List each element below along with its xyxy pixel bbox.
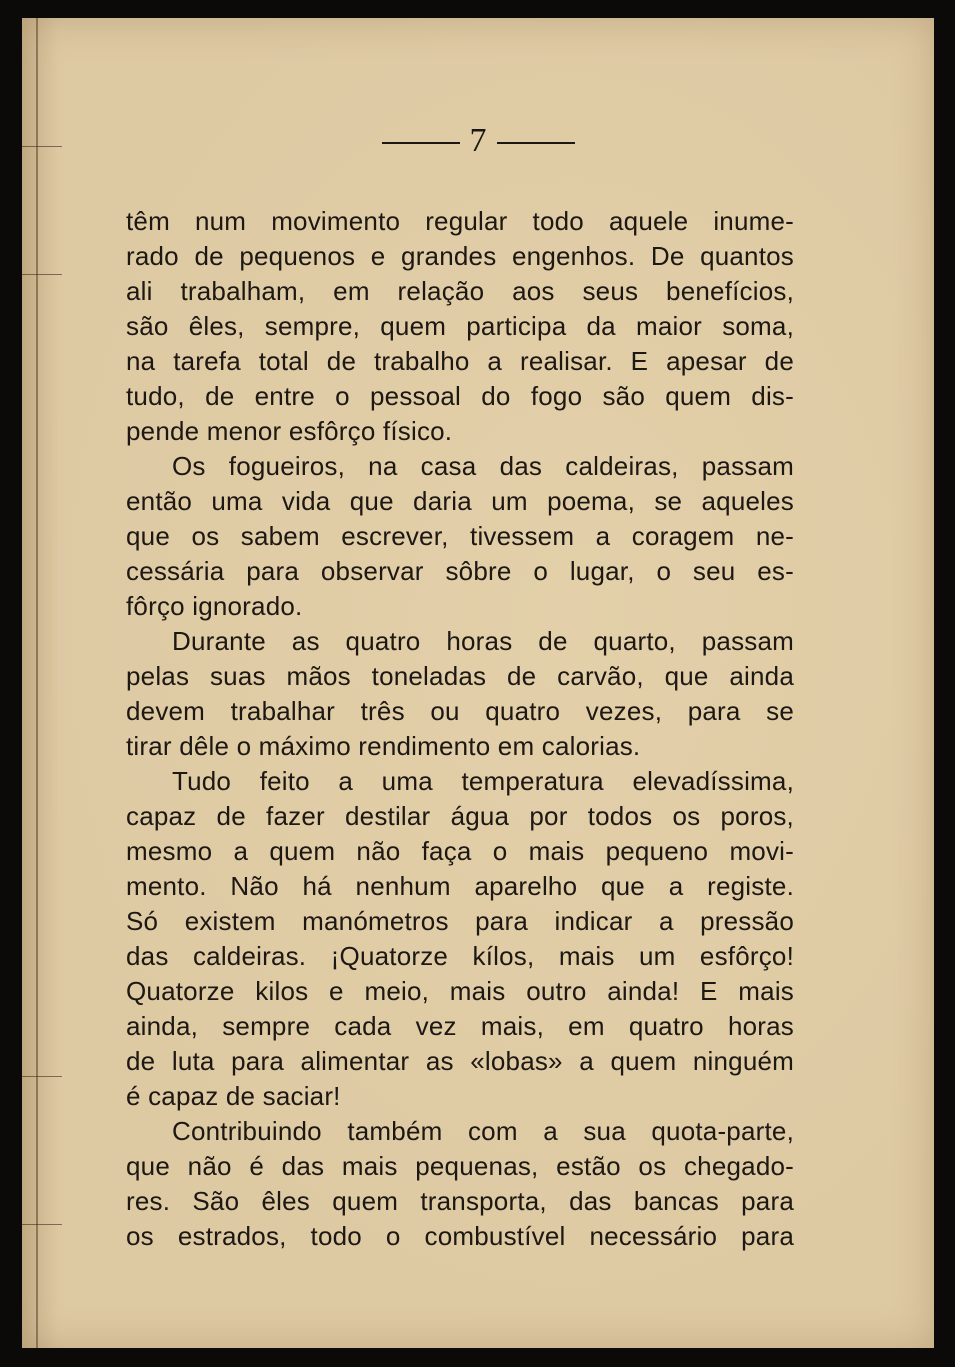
- text-line: pende menor esfôrço físico.: [126, 416, 453, 446]
- header-rule-right: [497, 142, 575, 144]
- text-line: tudo, de entre o pessoal do fogo são quem dis-: [126, 381, 794, 411]
- paragraph: [126, 1114, 794, 1254]
- text-line: Tudo feito a uma temperatura elevadíssima,: [172, 766, 794, 796]
- text-line: ali trabalham, em relação aos seus benefícios,: [126, 276, 794, 306]
- text-line: ainda, sempre cada vez mais, em quatro horas: [126, 1011, 794, 1041]
- text-line: têm num movimento regular todo aquele inume-: [126, 206, 794, 236]
- text-line: capaz de fazer destilar água por todos os poros,: [126, 801, 794, 831]
- page-header: [22, 122, 934, 160]
- book-page: [22, 18, 934, 1348]
- text-line: os estrados, todo o combustível necessário para: [126, 1221, 794, 1251]
- text-line: na tarefa total de trabalho a realisar. E apesar de: [126, 346, 794, 376]
- text-line: Durante as quatro horas de quarto, passam: [172, 626, 794, 656]
- text-line: Os fogueiros, na casa das caldeiras, passam: [172, 451, 794, 481]
- text-line: então uma vida que daria um poema, se aqueles: [126, 486, 794, 516]
- text-line: é capaz de saciar!: [126, 1081, 341, 1111]
- text-line: cessária para observar sôbre o lugar, o seu es-: [126, 556, 794, 586]
- binding-mark: [22, 1076, 62, 1077]
- binding-mark: [22, 1224, 62, 1225]
- page-number: 7: [469, 122, 487, 159]
- paragraph: [126, 764, 794, 1114]
- text-line: de luta para alimentar as «lobas» a quem ninguém: [126, 1046, 794, 1076]
- paragraph: [126, 624, 794, 764]
- text-line: mento. Não há nenhum aparelho que a registe.: [126, 871, 794, 901]
- text-line: Quatorze kilos e meio, mais outro ainda! E mais: [126, 976, 794, 1006]
- text-line: que os sabem escrever, tivessem a coragem ne-: [126, 521, 794, 551]
- text-line: das caldeiras. ¡Quatorze kílos, mais um esfôrço!: [126, 941, 794, 971]
- text-line: mesmo a quem não faça o mais pequeno movi-: [126, 836, 794, 866]
- paragraph: [126, 449, 794, 624]
- text-line: Só existem manómetros para indicar a pressão: [126, 906, 794, 936]
- text-line: são êles, sempre, quem participa da maior soma,: [126, 311, 794, 341]
- text-line: tirar dêle o máximo rendimento em calorias.: [126, 731, 641, 761]
- text-line: pelas suas mãos toneladas de carvão, que ainda: [126, 661, 794, 691]
- text-line: Contribuindo também com a sua quota-parte,: [172, 1116, 794, 1146]
- paragraph: [126, 204, 794, 449]
- header-rule-left: [382, 142, 460, 144]
- binding-mark: [22, 274, 62, 275]
- page-spine: [36, 18, 38, 1348]
- text-line: fôrço ignorado.: [126, 591, 303, 621]
- body-text: [126, 204, 794, 1254]
- text-line: rado de pequenos e grandes engenhos. De quantos: [126, 241, 794, 271]
- text-line: que não é das mais pequenas, estão os chegado-: [126, 1151, 794, 1181]
- text-line: res. São êles quem transporta, das bancas para: [126, 1186, 794, 1216]
- text-line: devem trabalhar três ou quatro vezes, para se: [126, 696, 794, 726]
